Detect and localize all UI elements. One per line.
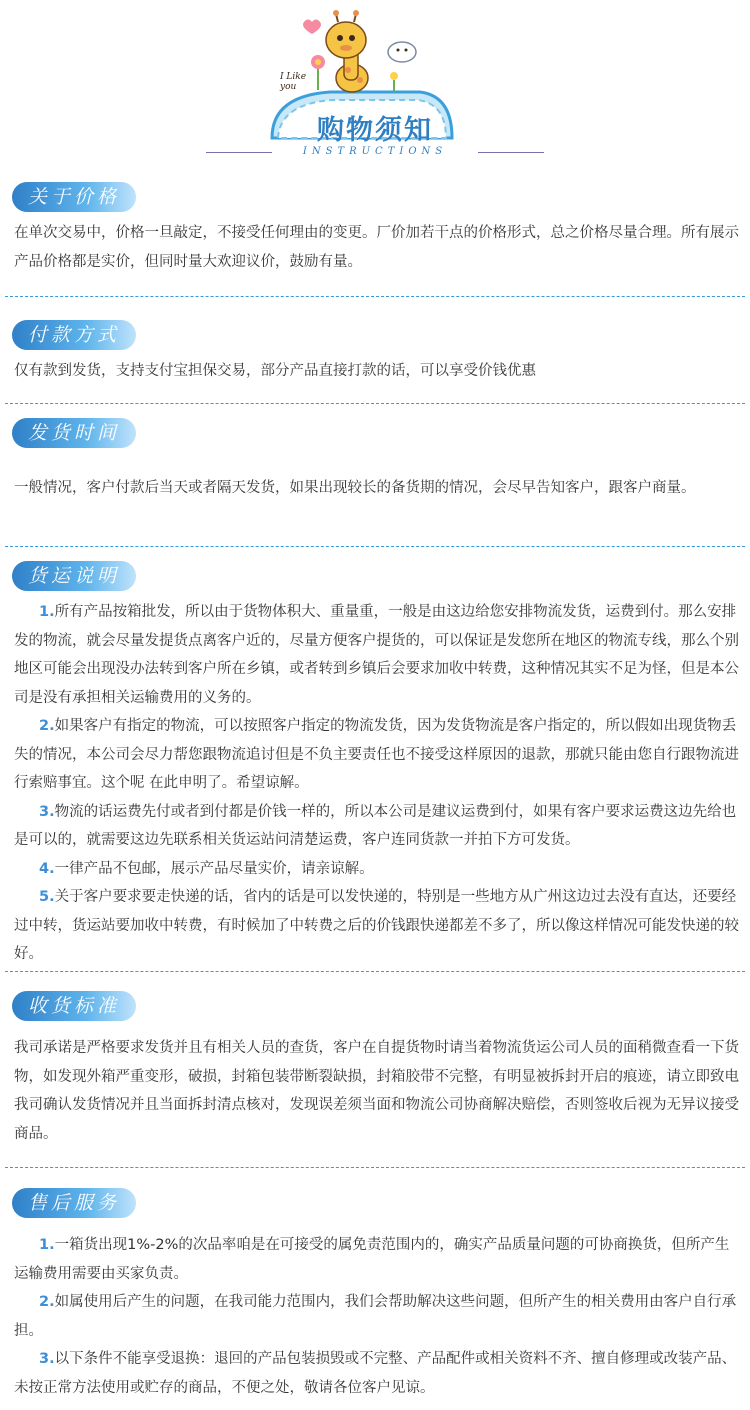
paragraph: 仅有款到发货，支持支付宝担保交易，部分产品直接打款的话，可以享受价钱优惠 (14, 363, 536, 379)
section-divider (5, 296, 745, 297)
section-body-after-sales (14, 1231, 742, 1402)
section-heading-price: 关于价格 (12, 182, 136, 212)
item-text: 物流的话运费先付或者到付都是价钱一样的，所以本公司是建议运费到付，如果有客户要求运费这边先给也是可以的，就需要这边先联系相关货运站问清楚运费，客户连同货款一并拍下方可发货。 (14, 803, 737, 848)
section-heading-freight: 货运说明 (12, 561, 136, 591)
title-divider-left (206, 152, 272, 153)
item-text: 一律产品不包邮，展示产品尽量实价，请亲谅解。 (54, 860, 374, 877)
header-banner (0, 0, 750, 165)
list-item (14, 598, 742, 712)
list-item (14, 883, 742, 969)
section-heading-payment: 付款方式 (12, 320, 136, 350)
item-text: 一箱货出现1%-2%的次品率咱是在可接受的属免责范围内的，确实产品质量问题的可协商换货，但所产生运输费用需要由买家负责。 (14, 1237, 730, 1282)
item-number: 2. (39, 1294, 55, 1310)
page-title: 购物须知 (317, 115, 433, 146)
section-body-ship-time (14, 474, 742, 503)
item-text: 如属使用后产生的问题，在我司能力范围内，我们会帮助解决这些问题，但所产生的相关费用由客户自行承担。 (14, 1294, 737, 1339)
item-text: 如果客户有指定的物流，可以按照客户指定的物流发货，因为发货物流是客户指定的，所以假如出现货物丢失的情况，本公司会尽力帮您跟物流追讨但是不负主要责任也不接受这样原因的退款，那就只能由您自行跟物流进行索赔事宜。这个呢 在此申明了。希望谅解。 (14, 718, 739, 791)
list-item (14, 1231, 742, 1288)
section-body-payment (14, 357, 742, 386)
section-heading-receipt: 收货标准 (12, 991, 136, 1021)
section-divider (5, 546, 745, 547)
list-item (14, 1288, 742, 1345)
list-item (14, 712, 742, 798)
paragraph: 我司承诺是严格要求发货并且有相关人员的查货，客户在自提货物时请当着物流货运公司人员的面稍微查看一下货物，如发现外箱严重变形，破损，封箱包装带断裂缺损，封箱胶带不完整，有明显被拆封开启的痕迹，请立即致电我司确认发货情况并且当面拆封清点核对，发现误差须当面和物流公司协商解决赔偿，否则签收后视为无异议接受商品。 (14, 1040, 739, 1142)
item-number: 3. (39, 803, 55, 820)
item-number: 2. (39, 718, 55, 734)
item-number: 4. (39, 860, 55, 877)
item-number: 5. (39, 889, 55, 905)
section-body-price (14, 219, 742, 276)
section-body-receipt (14, 1034, 742, 1148)
page-subtitle: INSTRUCTIONS (302, 146, 448, 157)
title-divider-right (478, 152, 544, 153)
section-heading-after-sales: 售后服务 (12, 1188, 136, 1218)
badge-text: I Like you (280, 72, 307, 92)
section-heading-ship-time: 发货时间 (12, 418, 136, 448)
item-text: 以下条件不能享受退换：退回的产品包装损毁或不完整、产品配件或相关资料不齐、擅自修理或改装产品、未按正常方法使用或贮存的商品，不便之处，敬请各位客户见谅。 (14, 1351, 737, 1396)
item-text: 所有产品按箱批发，所以由于货物体积大、重量重，一般是由这边给您安排物流发货，运费到付。那么安排发的物流，就会尽量发提货点离客户近的，尽量方便客户提货的，可以保证是发您所在地区的物流专线，那么个别地区可能会出现没办法转到客户所在乡镇，或者转到乡镇后会要求加收中转费，这种情况其实不足为怪，但是本公司是没有承担相关运输费用的义务的。 (14, 604, 739, 706)
section-divider (5, 1167, 745, 1168)
list-item (14, 1345, 742, 1402)
paragraph: 一般情况，客户付款后当天或者隔天发货，如果出现较长的备货期的情况，会尽早告知客户，跟客户商量。 (14, 480, 696, 496)
item-number: 1. (39, 604, 55, 620)
item-text: 关于客户要求要走快递的话，省内的话是可以发快递的，特别是一些地方从广州这边过去没有直达，还要经过中转，货运站要加收中转费，有时候加了中转费之后的价钱跟快递都差不多了，所以像这样情况可能发快递的较好。 (14, 889, 739, 962)
list-item (14, 798, 742, 855)
paragraph: 在单次交易中，价格一旦敲定，不接受任何理由的变更。厂价加若干点的价格形式，总之价格尽量合理。所有展示产品价格都是实价，但同时量大欢迎议价，鼓励有量。 (14, 225, 739, 270)
item-number: 3. (39, 1351, 55, 1367)
section-divider (5, 971, 745, 972)
section-divider (5, 403, 745, 404)
list-item (14, 855, 742, 884)
item-number: 1. (39, 1237, 55, 1253)
section-body-freight (14, 598, 742, 969)
